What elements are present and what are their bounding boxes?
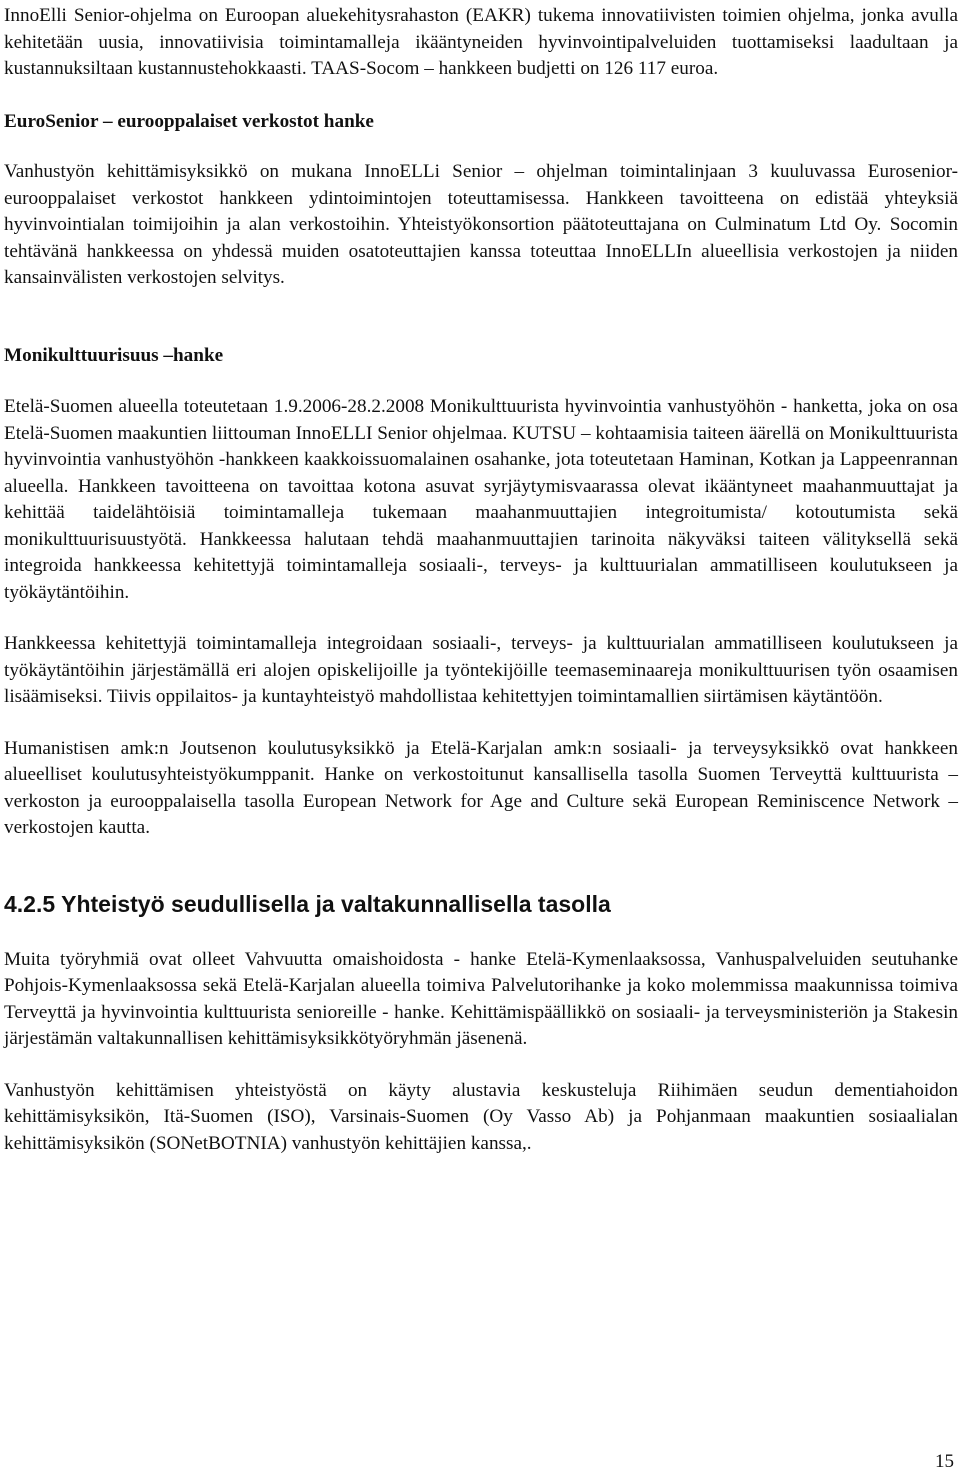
eurosenior-heading: EuroSenior – eurooppalaiset verkostot hanke [4, 110, 374, 132]
monikulttuurisuus-paragraph-1: Etelä-Suomen alueella toteutetaan 1.9.2006-28.2.2008 Monikulttuurista hyvinvointia vanhustyöhön - hanketta, joka on osa Etelä-Suomen maakuntien liittouman InnoELLI Senior ohjelmaa. KUTSU – kohtaamisia taiteen äärellä on Monikulttuurista hyvinvointia vanhustyöhön -hankkeen kaakkoissuomalainen osahanke, jota toteutetaan Haminan, Kotkan ja Lappeenrannan alueella. Hankkeen tavoitteena on tavoittaa kotona asuvat syrjäytymisvaarassa olevat ikääntyneet maahanmuuttajat ja kehittää taidelähtöisiä toimintamalleja tukemaan maahanmuuttajien integroitumista/ kotoutumista sekä monikulttuurisuustyötä. Hankkeessa halutaan tehdä maahanmuuttajien tarinoita näkyväksi taiteen välityksellä sekä integroida hankkeessa kehitettyjä toimintamalleja sosiaali-, terveys- ja kulttuurialan ammatilliseen koulutukseen ja työkäytäntöihin. [4, 396, 958, 603]
section-425-paragraph-1: Muita työryhmiä ovat olleet Vahvuutta omaishoidosta - hanke Etelä-Kymenlaaksossa, Vanhuspalveluiden seutuhanke Pohjois-Kymenlaaksossa sekä Etelä-Karjalan alueella toimiva Palvelutorihanke ja koko molemmissa maakunnissa toimiva Terveyttä ja hyvinvointia kulttuurista senioreille - hanke. Kehittämispäällikkö on sosiaali- ja terveysministeriön ja Stakesin järjestämän valtakunnallisen kehittämisyksikkötyöryhmän jäsenenä. [4, 948, 958, 1049]
page-number: 15 [935, 1451, 954, 1472]
document-page [4, 0, 958, 1157]
monikulttuurisuus-paragraph-3: Humanistisen amk:n Joutsenon koulutusyksikkö ja Etelä-Karjalan amk:n sosiaali- ja terveysyksikkö ovat hankkeen alueelliset koulutusyhteistyökumppanit. Hanke on verkostoitunut kansallisella tasolla Suomen Terveyttä kulttuurista –verkoston ja eurooppalaisella tasolla European Network for Age and Culture sekä European Reminiscence Network –verkostojen kautta. [4, 737, 958, 838]
eurosenior-paragraph: Vanhustyön kehittämisyksikkö on mukana InnoELLi Senior – ohjelman toimintalinjaan 3 kuuluvassa Eurosenior- eurooppalaiset verkostot hankkeen ydintoimintojen toteuttamisessa. Hankkeen tavoitteena on edistää yhteyksiä hyvinvointialan toimijoihin ja alan verkostoihin. Yhteistyökonsortion päätoteuttajana on Culminatum Ltd Oy. Socomin tehtävänä hankkeessa on yhdessä muiden osatoteuttajien kanssa toteuttaa InnoELLIn alueellisia verkostojen ja niiden kansainvälisten verkostojen selvitys. [4, 161, 958, 288]
monikulttuurisuus-paragraph-2: Hankkeessa kehitettyjä toimintamalleja integroidaan sosiaali-, terveys- ja kulttuurialan ammatilliseen koulutukseen ja työkäytäntöihin järjestämällä eri alojen opiskelijoille ja työntekijöille teemaseminaareja monikulttuurisen työn osaamisen lisäämiseksi. Tiivis oppilaitos- ja kuntayhteistyö mahdollistaa kehitettyjen toimintamallien siirtämisen käytäntöön. [4, 633, 958, 707]
intro-paragraph: InnoElli Senior-ohjelma on Euroopan aluekehitysrahaston (EAKR) tukema innovatiivisten toimien ohjelma, jonka avulla kehitetään uusia, innovatiivisia toimintamalleja ikääntyneiden hyvinvointipalveluiden tuottamiseksi laadultaan ja kustannuksiltaan kustannustehokkaasti. TAAS-Socom – hankkeen budjetti on 126 117 euroa. [4, 5, 958, 79]
monikulttuurisuus-heading: Monikulttuurisuus –hanke [4, 344, 224, 366]
section-425-paragraph-2: Vanhustyön kehittämisen yhteistyöstä on käyty alustavia keskusteluja Riihimäen seudun dementiahoidon kehittämisyksikön, Itä-Suomen (ISO), Varsinais-Suomen (Oy Vasso Ab) ja Pohjanmaan maakuntien sosiaalialan kehittämisyksikön (SONetBOTNIA) vanhustyön kehittäjien kanssa,. [4, 1079, 958, 1154]
section-425-heading: 4.2.5 Yhteistyö seudullisella ja valtakunnallisella tasolla [4, 890, 611, 917]
